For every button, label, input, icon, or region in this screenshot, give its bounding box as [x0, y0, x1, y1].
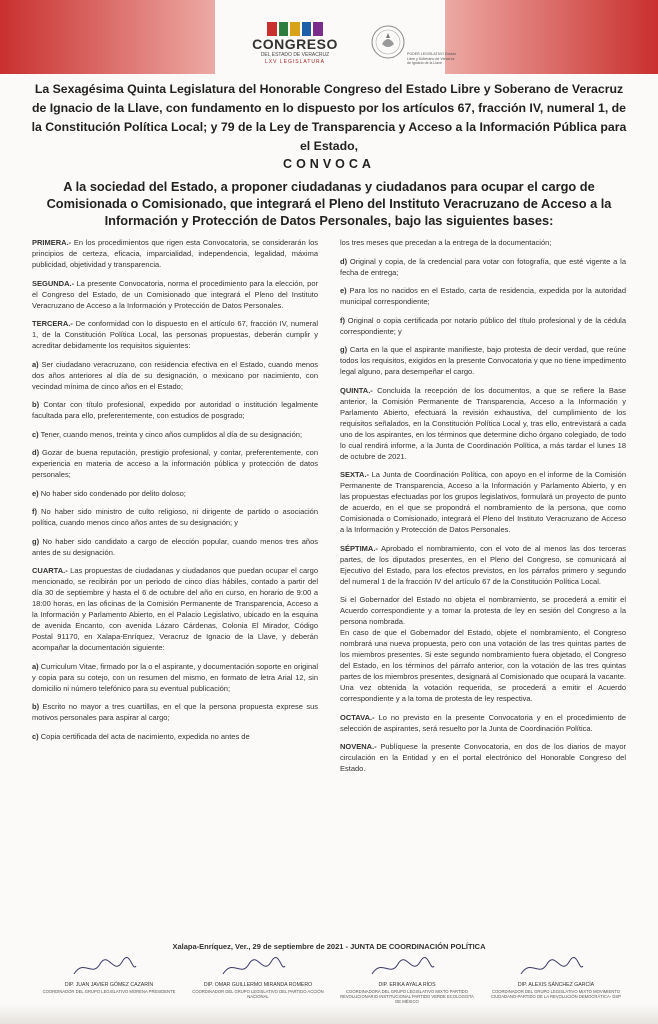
- left-paragraph: [32, 701, 318, 723]
- paragraph-lead: a): [32, 661, 39, 671]
- paragraph-lead: TERCERA.-: [32, 319, 73, 328]
- signature: [189, 968, 327, 1004]
- preamble-heading: La Sexagésima Quinta Legislatura del Honorable Congreso del Estado Libre y Soberano de Veracruz de Ignacio de la Llave, con fundamento en lo dispuesto por los artículos 67, fracción IV, numeral 1, de la Constitución Política Local; y 79 de la Ley de Transparencia y Acceso a la Información Pública para el Estado,: [31, 82, 627, 153]
- signatory-name: DIP. ALEXIS SÁNCHEZ GARCÍA: [517, 982, 595, 988]
- signatory-role: COORDINADOR DEL GRUPO LEGISLATIVO MIXTO MOVIMIENTO CIUDADANO-PARTIDO DE LA REVOLUCIÓN DEMOCRÁTICA- DSP: [491, 989, 621, 999]
- paragraph-text: Ser ciudadano veracruzano, con residencia efectiva en el Estado, cuando menos dos años anteriores al día de su designación, o mexicano por nacimiento, con vecindad mínima de cinco años en el Estado;: [32, 359, 318, 391]
- paragraph-text: La presente Convocatoria, norma el procedimiento para la elección, por el Congreso del Estado, de un Comisionado que integrará el Pleno del Instituto Veracruzano de Acceso a la Información y Protección de Datos Personales.: [32, 278, 318, 310]
- signatory-role: COORDINADOR DEL GRUPO LEGISLATIVO DEL PARTIDO ACCIÓN NACIONAL: [192, 989, 324, 999]
- logo-legislatura: LXV LEGISLATURA: [265, 59, 325, 65]
- paragraph-lead: CUARTA.-: [32, 566, 68, 575]
- paragraph-text: Contar con título profesional, expedido por autoridad o institución legalmente facultada para ello, preferentemente, con estudios de posgrado;: [32, 400, 318, 420]
- right-paragraph: [340, 543, 626, 587]
- paragraph-lead: b): [32, 400, 40, 409]
- right-paragraph: [340, 385, 626, 462]
- paragraph-text: Concluida la recepción de los documentos, a que se refiere la Base anterior, la Comisión Permanente de Transparencia, Acceso a la Información y Parlamento Abierto, efectuará la revisión exhaustiva, del cumplimiento de los requisitos señalados, en la Constitución Política Local y, tras ello, entrevistará a cada uno de los aspirantes, en los términos que determine dicho órgano colegiado, de todo lo cual rendirá informe, a la Junta de Coordinación Política, a más tardar el lunes 18 de octubre de 2021.: [340, 385, 626, 461]
- paragraph-lead: c): [32, 731, 39, 741]
- left-paragraph: [32, 399, 318, 421]
- paragraph-lead: c): [32, 429, 39, 439]
- paragraph-lead: b): [32, 702, 40, 711]
- signature-scribble-icon: [487, 968, 625, 982]
- paragraph-text: No haber sido candidato a cargo de elección popular, cuando menos tres años antes de su designación.: [32, 536, 318, 557]
- right-paragraph: [340, 237, 626, 248]
- left-paragraph: [32, 429, 318, 440]
- logo-title: CONGRESO: [252, 36, 338, 52]
- signatory-name: DIP. JUAN JAVIER GÓMEZ CAZARÍN: [64, 982, 154, 988]
- right-paragraph: [340, 594, 626, 704]
- paragraph-text: La Junta de Coordinación Política, con apoyo en el informe de la Comisión Permanente de Transparencia, Acceso a la Información y Parlamento Abierto, y en las propuestas efectuadas por los grupos legislativos, formulará un proyecto de punto de acuerdo, en el que se propondrá el nombramiento de la persona, que como Comisionada o Comisionado, integrará el Pleno del Instituto Veracruzano de Acceso a la Información y Protección de Datos Personales.: [340, 470, 626, 534]
- paragraph-text: Tener, cuando menos, treinta y cinco años cumplidos al día de su designación;: [38, 429, 303, 439]
- paragraph-text: Las propuestas de ciudadanas y ciudadanos que puedan ocupar el cargo mencionado, se recibirán por un periodo de cinco días hábiles, contado a partir del día 30 de septiembre y hasta el 6 de octubre del año en curso, en horario de 9:00 a 18:00 horas, en las oficinas de la Comisión Permanente de Transparencia, Acceso a la Información y Parlamento Abierto, en el Palacio Legislativo, ubicado en la esquina de avenida Encanto, con avenida Lázaro Cárdenas, Colonia El Mirador, Código Postal 91170, en Xalapa-Enríquez, Veracruz de Ignacio de la Llave, y deberán acompañar la documentación siguiente:: [32, 566, 318, 652]
- signature: [40, 968, 178, 1004]
- signatory-name: DIP. ERIKA AYALA RÍOS: [378, 982, 436, 988]
- signatory-role: COORDINADOR DEL GRUPO LEGISLATIVO MORENA PRESIDENTE: [42, 989, 176, 994]
- convoca-title: CONVOCA: [283, 157, 375, 171]
- paragraph-lead: SEXTA.-: [340, 470, 370, 479]
- paragraph-text: Original o copia certificada por notario público del título profesional y de la cédula correspondiente; y: [340, 315, 626, 336]
- paragraph-text: En los procedimientos que rigen esta Convocatoria, se considerarán los principios de certeza, eficacia, imparcialidad, independencia, legalidad, máxima publicidad, objetividad y transparencia.: [32, 238, 318, 269]
- paragraph-text: Escrito no mayor a tres cuartillas, en el que la persona propuesta exprese sus motivos personales para aspirar al cargo;: [32, 702, 318, 722]
- intro-paragraph: A la sociedad del Estado, a proponer ciudadanas y ciudadanos para ocupar el cargo de Comisionada o Comisionado, que integrará el Pleno del Instituto Veracruzano de Acceso a la Información y Protección de Datos Personales, bajo las siguientes bases:: [46, 179, 612, 228]
- left-paragraph: [32, 318, 318, 351]
- paragraph-text: Carta en la que el aspirante manifieste, bajo protesta de decir verdad, que reúne todos los requisitos, exigidos en la presente Convocatoria y que no tiene impedimento legal alguno, para desempeñar el cargo.: [340, 345, 627, 376]
- left-paragraph: [32, 731, 318, 742]
- bottom-shadow: [0, 1004, 658, 1024]
- paragraph-text: Original y copia, de la credencial para votar con fotografía, que esté vigente a la fecha de entrega;: [340, 256, 626, 277]
- logo-subtitle: DEL ESTADO DE VERACRUZ: [260, 52, 330, 58]
- left-paragraph: [32, 278, 318, 311]
- paragraph-lead: OCTAVA.-: [340, 712, 375, 722]
- paragraph-text: No haber sido condenado por delito doloso;: [38, 488, 186, 498]
- right-paragraph: [340, 285, 626, 307]
- paragraph-lead: f): [340, 315, 345, 325]
- footer-date-line: Xalapa-Enríquez, Ver., 29 de septiembre de 2021 - JUNTA DE COORDINACIÓN POLÍTICA: [172, 942, 486, 951]
- paragraph-text: Copia certificada del acta de nacimiento, expedida no antes de: [38, 731, 250, 741]
- paragraph-lead: g): [32, 536, 40, 546]
- paragraph-text: No haber sido ministro de culto religioso, ni dirigente de partido o asociación política, cuando menos cinco años antes de su designación; y: [32, 507, 318, 527]
- paragraph-lead: d): [340, 256, 348, 266]
- signatory-name: DIP. OMAR GUILLERMO MIRANDA ROMERO: [203, 982, 313, 988]
- paragraph-lead: e): [32, 488, 39, 498]
- right-paragraph: [340, 344, 626, 377]
- left-paragraph: [32, 359, 318, 392]
- right-paragraph: [340, 741, 626, 774]
- left-paragraph: [32, 447, 318, 480]
- signatory-role: COORDINADORA DEL GRUPO LEGISLATIVO MIXTO PARTIDO REVOLUCIONARIO INSTITUCIONAL PARTIDO VERDE ECOLOGISTA DE MÉXICO: [340, 989, 474, 1004]
- paragraph-text: Publíquese la presente Convocatoria, en dos de los diarios de mayor circulación en la Entidad y en el portal electrónico del Honorable Congreso del Estado.: [340, 742, 626, 773]
- paragraph-text: Curriculum Vitae, firmado por la o el aspirante, y documentación soporte en original y copia para su cotejo, con un resumen del mismo, en formato de letra Arial 12, sin domicilio ni número telefónico para su eventual publicación;: [32, 661, 318, 693]
- seal-caption: PODER LEGISLATIVO Estado Libre y Soberano de Veracruz de Ignacio de la Llave: [407, 52, 457, 65]
- paragraph-lead: d): [32, 448, 40, 457]
- paragraph-lead: e): [340, 286, 347, 295]
- paragraph-lead: SEGUNDA.-: [32, 278, 75, 288]
- paragraph-lead: NOVENA.-: [340, 742, 377, 751]
- signature-scribble-icon: [40, 968, 178, 982]
- paragraph-lead: g): [340, 345, 348, 354]
- right-paragraph: [340, 469, 626, 535]
- left-paragraph: [32, 565, 318, 653]
- left-paragraph: [32, 536, 318, 558]
- paragraph-text: Aprobado el nombramiento, con el voto de al menos las dos terceras partes, de los diputados presentes, en el Pleno del Congreso, se comunicará al Ejecutivo del Estado, para los efectos previstos, en los párrafos primero y segundo del numeral 1 de la fracción IV del artículo 67 de la Constitución Política Local.: [340, 543, 626, 586]
- paragraph-lead: f): [32, 507, 37, 516]
- paragraph-text: Para los no nacidos en el Estado, carta de residencia, expedida por la autoridad municipal correspondiente;: [340, 286, 626, 306]
- right-paragraph: [340, 315, 626, 337]
- left-paragraph: [32, 488, 318, 499]
- signature: [338, 968, 476, 1004]
- paragraph-lead: QUINTA.-: [340, 385, 373, 395]
- signature-scribble-icon: [338, 968, 476, 982]
- paragraph-lead: PRIMERA.-: [32, 238, 72, 247]
- congreso-logo: [245, 22, 345, 72]
- paragraph-text: De conformidad con lo dispuesto en el artículo 67, fracción IV, numeral 1, de la Constitución Política Local, las personas propuestas, deberán cumplir y acreditar debidamente los requisitos siguientes:: [32, 319, 318, 350]
- right-column: [340, 237, 626, 782]
- left-column: [32, 237, 318, 749]
- signature-scribble-icon: [189, 968, 327, 982]
- left-paragraph: [32, 661, 318, 694]
- left-paragraph: [32, 506, 318, 528]
- signature: [487, 968, 625, 1004]
- left-paragraph: [32, 237, 318, 270]
- logo-color-bars: [267, 22, 323, 36]
- signature-block: [40, 968, 625, 1004]
- right-paragraph: [340, 256, 626, 278]
- paragraph-lead: SÉPTIMA.-: [340, 543, 378, 553]
- paragraph-text: Si el Gobernador del Estado no objeta el nombramiento, se procederá a emitir el Acuerdo correspondiente y a tomar la protesta de ley en sesión del Congreso a la persona nombrada. En caso de que el Gobernador del Estado, objete el nombramiento, el Congreso nombrará una nueva propuesta, pero con una votación de las tres quintas partes de los miembros presentes. Si este segundo nombramiento fuera objetado, el Congreso del Estado, en los términos del párrafo anterior, con la votación de las tres quintas partes de los miembros presentes, designará al Comisionado que ocupará la vacante. Una vez obtenida la votación requerida, se procederá a emitir el Acuerdo correspondiente y a la toma de protesta de ley respectiva.: [340, 595, 626, 703]
- right-paragraph: [340, 712, 626, 734]
- paragraph-text: Gozar de buena reputación, prestigio profesional, y contar, preferentemente, con experiencia en materia de acceso a la información pública y protección de datos personales;: [32, 448, 318, 479]
- paragraph-text: Lo no previsto en la presente Convocatoria y en el procedimiento de selección de aspirantes, será resuelto por la Junta de Coordinación Política.: [340, 712, 626, 733]
- coat-of-arms-icon: [370, 24, 406, 60]
- paragraph-text: los tres meses que precedan a la entrega de la documentación;: [340, 238, 552, 247]
- paragraph-lead: a): [32, 359, 39, 369]
